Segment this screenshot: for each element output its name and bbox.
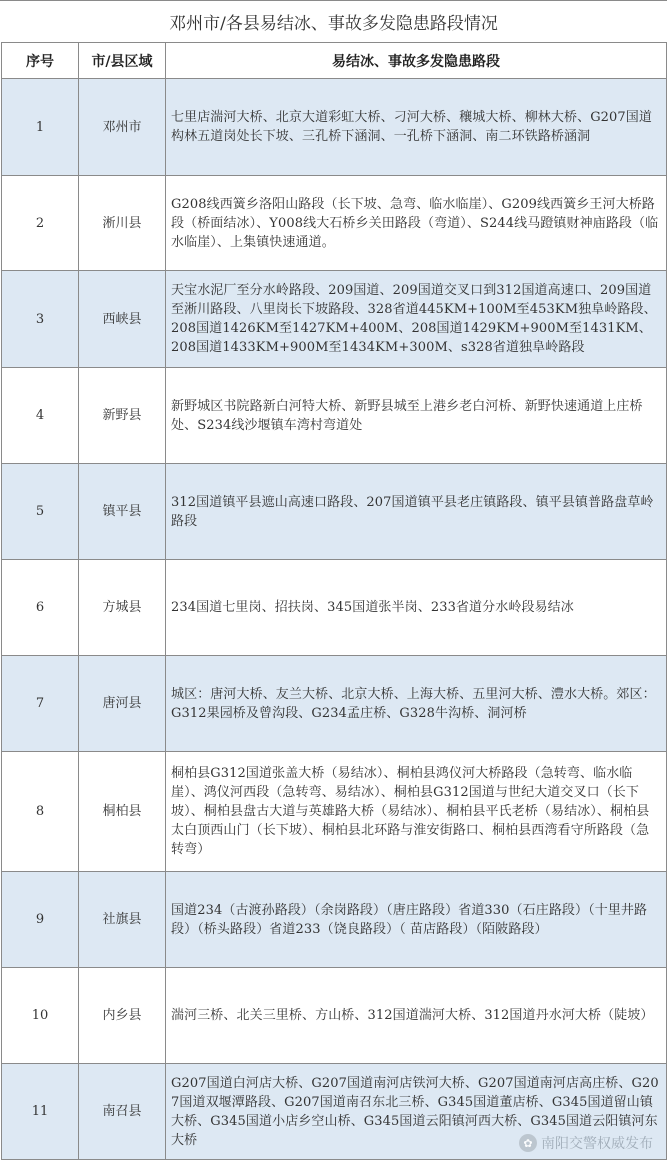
wechat-official-account-icon: ✿ [519,1134,537,1152]
row-region: 西峡县 [79,271,166,368]
row-roads: 湍河三桥、北关三里桥、方山桥、312国道湍河大桥、312国道丹水河大桥（陡坡） [166,968,667,1064]
table-row [2,464,667,560]
table-row [2,271,667,368]
row-roads: 桐柏县G312国道张盖大桥（易结冰）、桐柏县鸿仪河大桥路段（急转弯、临水临崖）、鸿仪河西段（急转弯、易结冰）、桐柏县G312国道与世纪大道交叉口（长下坡）、桐柏县盘古大道与英雄路大桥（易结冰）、桐柏县平氏老桥（易结冰）、桐柏县太白顶西山门（长下坡）、桐柏县北环路与淮安街路口、桐柏县西湾看守所路段（急转弯） [166,752,667,872]
header-index: 序号 [2,43,79,79]
row-index: 5 [2,464,79,560]
row-region: 镇平县 [79,464,166,560]
row-roads: 234国道七里岗、招扶岗、345国道张半岗、233省道分水岭段易结冰 [166,560,667,656]
row-index: 9 [2,872,79,968]
row-region: 桐柏县 [79,752,166,872]
row-region: 南召县 [79,1064,166,1160]
table-row [2,872,667,968]
row-index: 6 [2,560,79,656]
header-region: 市/县区域 [79,43,166,79]
row-region: 邓州市 [79,79,166,176]
table-row [2,368,667,464]
row-roads: 国道234（古渡孙路段）（余岗路段）（唐庄路段）省道330（石庄路段）（十里井路段）（桥头路段）省道233（饶良路段）（ 苗店路段）（陌陂路段） [166,872,667,968]
page-title: 邓州市/各县易结冰、事故多发隐患路段情况 [0,0,667,42]
row-index: 4 [2,368,79,464]
table-row [2,79,667,176]
row-region: 方城县 [79,560,166,656]
watermark-text: 南阳交警权威发布 [541,1136,653,1152]
row-index: 1 [2,79,79,176]
row-roads: 城区：唐河大桥、友兰大桥、北京大桥、上海大桥、五里河大桥、澧水大桥。郊区：G312果园桥及曾沟段、G234孟庄桥、G328牛沟桥、洞河桥 [166,656,667,752]
road-hazard-table [1,42,667,1160]
table-header-row [2,43,667,79]
row-roads: 七里店湍河大桥、北京大道彩虹大桥、刁河大桥、穰城大桥、柳林大桥、G207国道构林五道岗处长下坡、三孔桥下涵洞、一孔桥下涵洞、南二环铁路桥涵洞 [166,79,667,176]
row-roads: G207国道白河店大桥、G207国道南河店铁河大桥、G207国道南河店高庄桥、G207国道双堰潭路段、G207国道南召东北三桥、G345国道董店桥、G345国道留山镇大桥、G345国道小店乡空山桥、G345国道云阳镇河西大桥、G345国道云阳镇河东大桥 [166,1064,667,1160]
row-roads: 312国道镇平县遮山高速口路段、207国道镇平县老庄镇路段、镇平县镇普路盘草岭路段 [166,464,667,560]
row-region: 新野县 [79,368,166,464]
watermark [519,1133,653,1153]
row-index: 11 [2,1064,79,1160]
row-index: 10 [2,968,79,1064]
table-row [2,656,667,752]
row-index: 3 [2,271,79,368]
table-row [2,560,667,656]
row-region: 淅川县 [79,176,166,271]
row-roads: 天宝水泥厂至分水岭路段、209国道、209国道交叉口到312国道高速口、209国道至淅川路段、八里岗长下坡路段、328省道445KM+100M至453KM独阜岭路段、208国道1426KM至1427KM+400M、208国道1429KM+900M至1431KM、208国道1433KM+900M至1434KM+300M、s328省道独阜岭路段 [166,271,667,368]
row-index: 2 [2,176,79,271]
row-roads: G208线西簧乡洛阳山路段（长下坡、急弯、临水临崖）、G209线西簧乡王河大桥路段（桥面结冰）、Y008线大石桥乡关田路段（弯道）、S244线马蹬镇财神庙路段（临水临崖）、上集镇快速通道。 [166,176,667,271]
row-region: 内乡县 [79,968,166,1064]
row-region: 唐河县 [79,656,166,752]
row-index: 8 [2,752,79,872]
header-roads: 易结冰、事故多发隐患路段 [166,43,667,79]
row-region: 社旗县 [79,872,166,968]
row-roads: 新野城区书院路新白河特大桥、新野县城至上港乡老白河桥、新野快速通道上庄桥处、S234线沙堰镇车湾村弯道处 [166,368,667,464]
table-row [2,176,667,271]
table-row [2,968,667,1064]
table-row [2,752,667,872]
row-index: 7 [2,656,79,752]
